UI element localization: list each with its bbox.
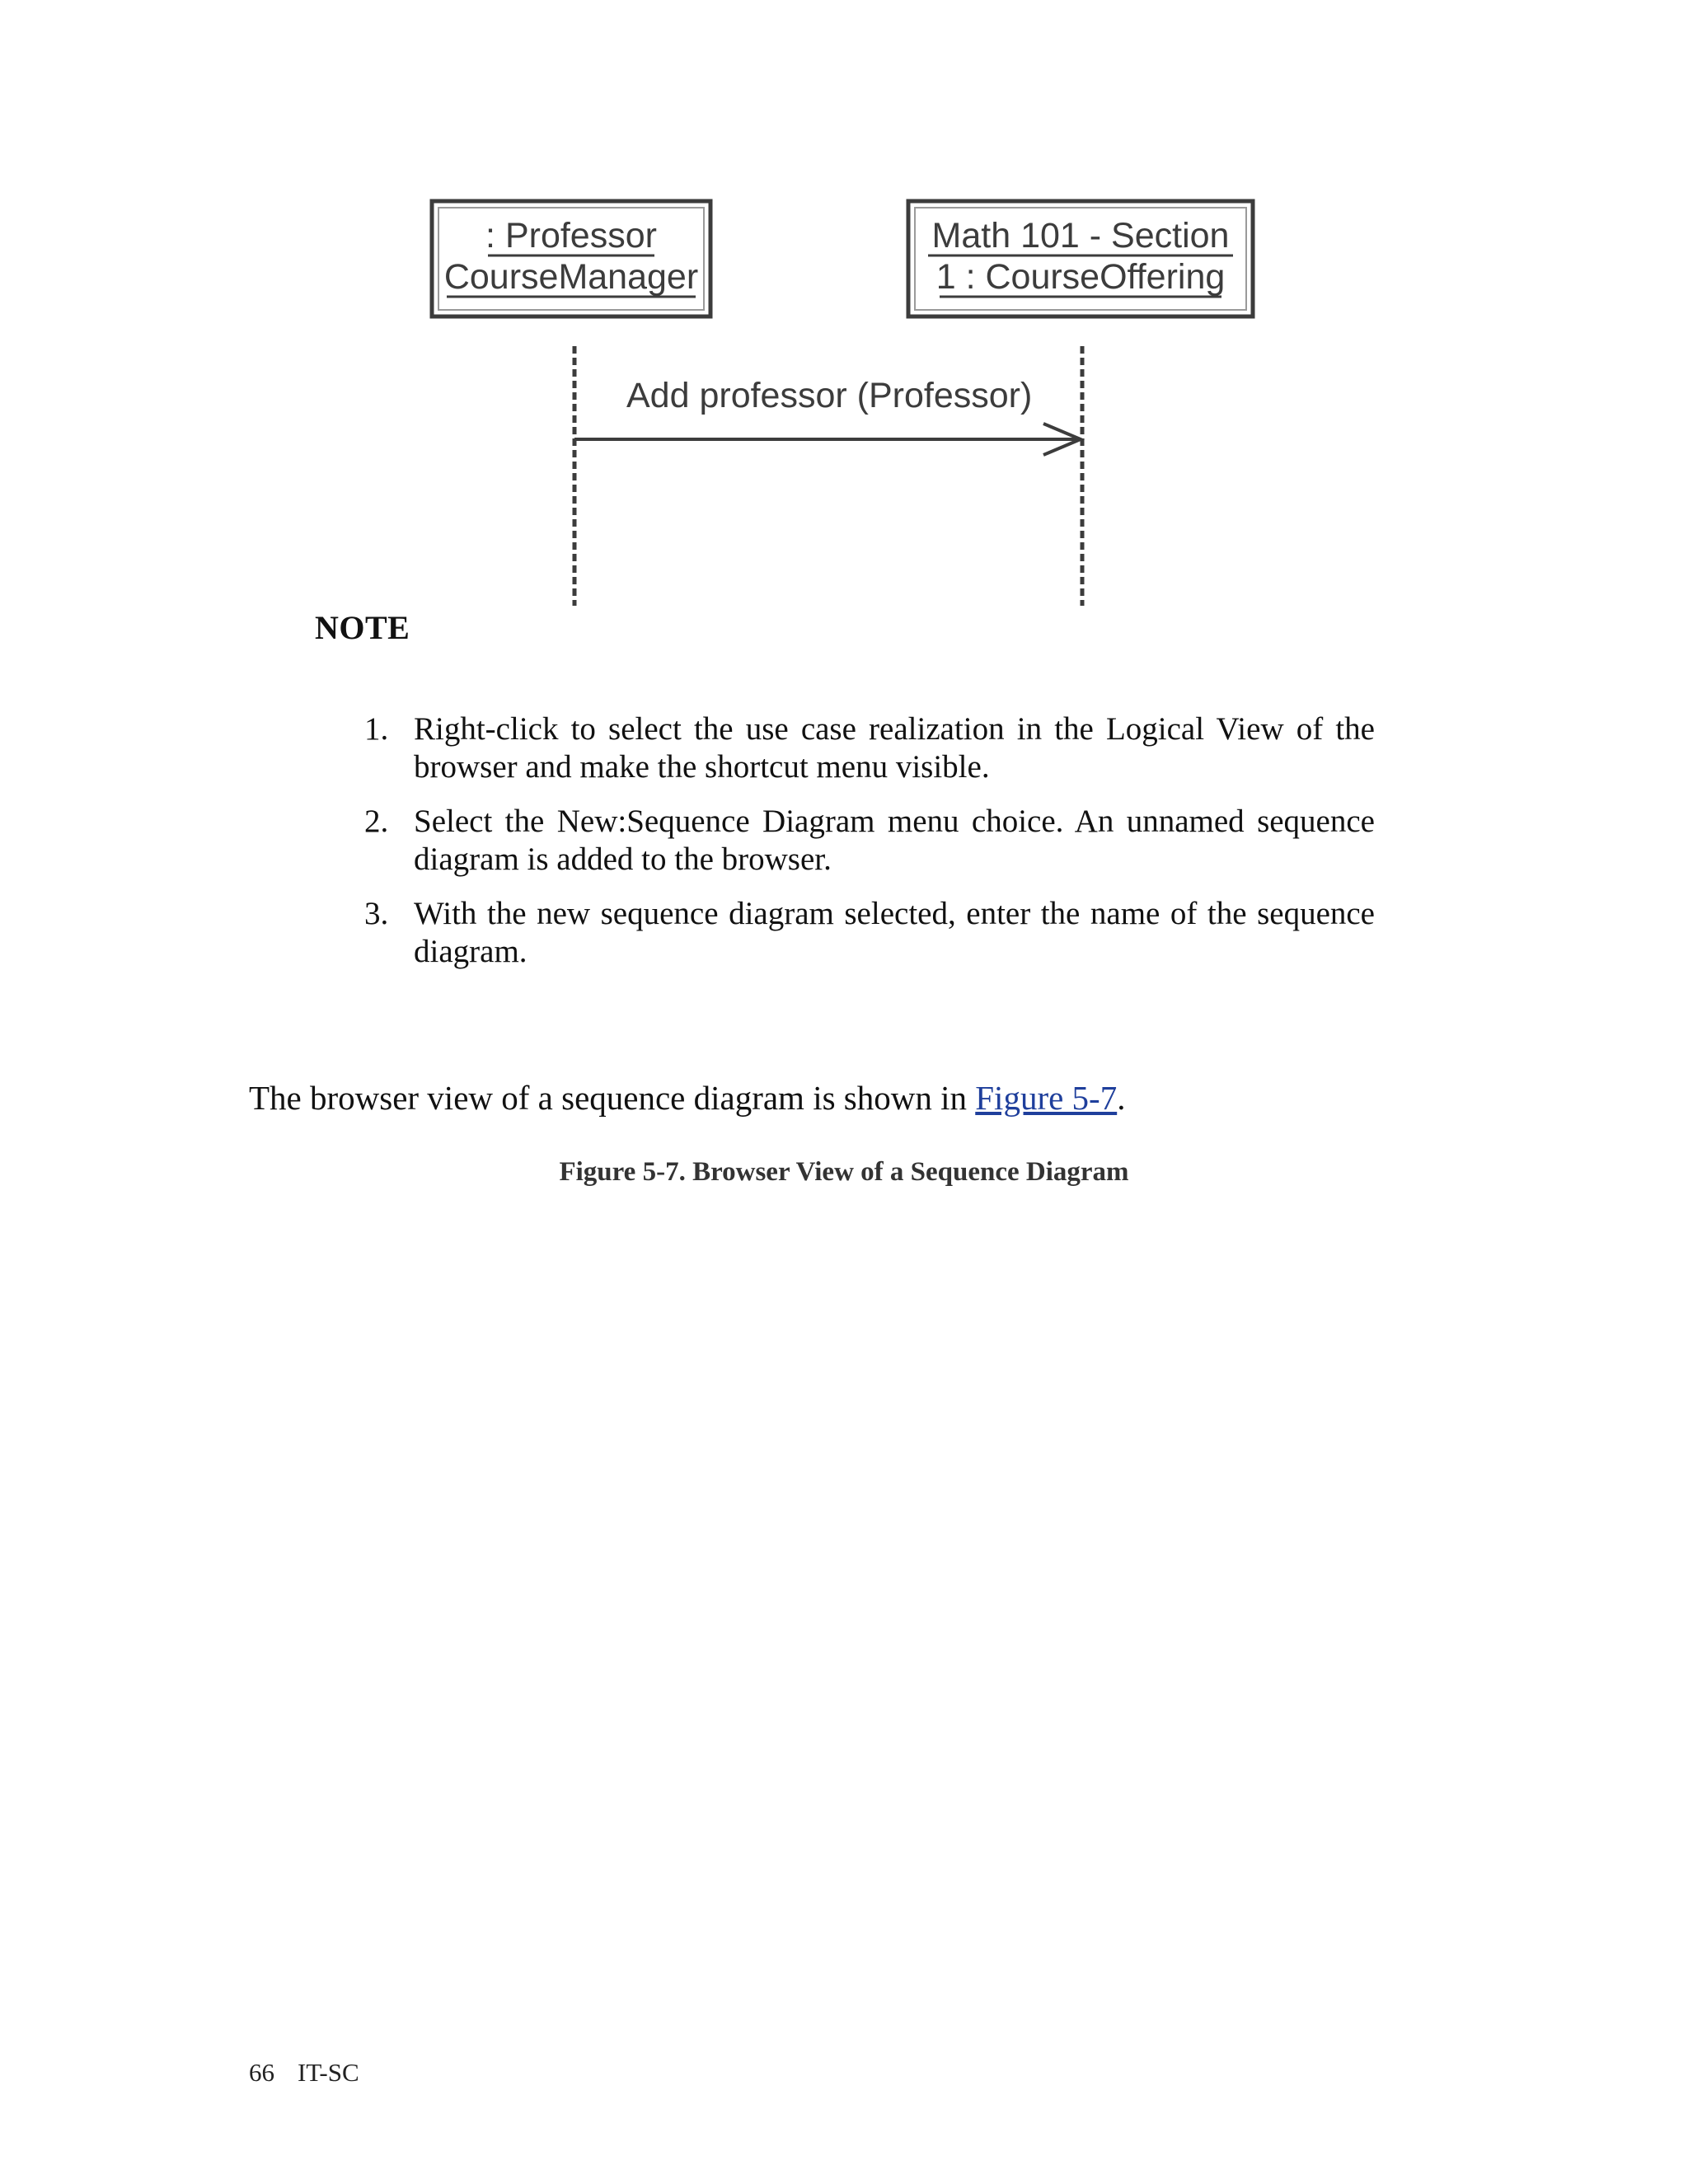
object-professor-coursemanager (432, 201, 710, 316)
step-number: 1. (364, 711, 389, 747)
object-1-name: : Professor (485, 216, 657, 255)
footer-label: IT-SC (298, 2058, 359, 2087)
list-item (354, 895, 1375, 971)
object-2-name: Math 101 - Section (931, 216, 1230, 255)
page-number: 66 (249, 2058, 274, 2087)
step-text: Right-click to select the use case realization in the Logical View of the browser and make the shortcut menu visible. (414, 711, 1375, 785)
steps-list (354, 710, 1375, 987)
paragraph-text: The browser view of a sequence diagram is shown in (249, 1079, 976, 1117)
step-number: 2. (364, 804, 389, 839)
body-paragraph (249, 1077, 1125, 1118)
message-label: Add professor (Professor) (626, 376, 1033, 415)
step-text: With the new sequence diagram selected, enter the name of the sequence diagram. (414, 896, 1375, 969)
figure-caption: Figure 5-7. Browser View of a Sequence Diagram (559, 1157, 1129, 1187)
paragraph-period: . (1117, 1079, 1126, 1117)
object-1-class: CourseManager (443, 257, 699, 297)
sequence-diagram (412, 190, 1286, 618)
list-item (354, 803, 1375, 879)
object-math101-courseoffering (908, 201, 1253, 316)
page-footer (249, 2058, 359, 2088)
list-item (354, 710, 1375, 786)
note-heading: NOTE (315, 609, 410, 646)
step-text: Select the New:Sequence Diagram menu choice. An unnamed sequence diagram is added to the browser. (414, 804, 1375, 877)
object-2-class: 1 : CourseOffering (935, 257, 1226, 297)
message-arrow (574, 424, 1081, 455)
step-number: 3. (364, 896, 389, 931)
figure-link[interactable]: Figure 5-7 (975, 1079, 1118, 1117)
